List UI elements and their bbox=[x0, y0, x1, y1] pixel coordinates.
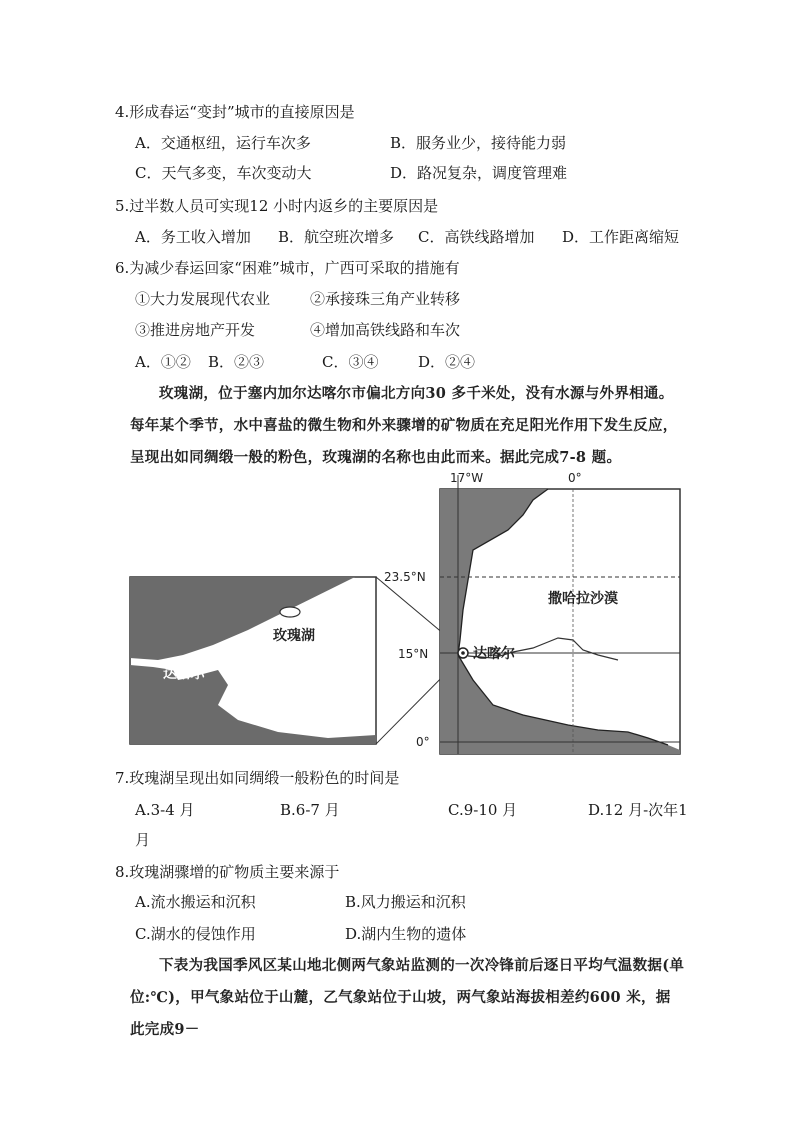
q6-option-b: B．②③ bbox=[208, 353, 265, 371]
lon-0-label: 0° bbox=[568, 471, 582, 485]
q7-option-a: A.3-4 月 bbox=[135, 801, 195, 819]
q6-option-d: D．②④ bbox=[418, 353, 476, 371]
lon-17w-label: 17°W bbox=[450, 471, 484, 485]
q7-option-b: B.6-7 月 bbox=[280, 801, 340, 819]
q8-stem: 8.玫瑰湖骤增的矿物质主要来源于 bbox=[115, 863, 340, 881]
q8-option-a: A.流水搬运和沉积 bbox=[135, 893, 256, 911]
q6-stem: 6.为减少春运回家“困难”城市，广西可采取的措施有 bbox=[115, 259, 460, 277]
q7-option-c: C.9-10 月 bbox=[448, 801, 518, 819]
sahara-label: 撒哈拉沙漠 bbox=[548, 591, 618, 607]
inset-lake-label: 玫瑰湖 bbox=[273, 628, 315, 644]
q5-stem: 5.过半数人员可实现12 小时内返乡的主要原因是 bbox=[115, 197, 439, 215]
lat-23-label: 23.5°N bbox=[384, 570, 426, 584]
q6-statement-2: ②承接珠三角产业转移 bbox=[310, 290, 461, 308]
q6-statement-1: ①大力发展现代农业 bbox=[135, 290, 271, 308]
q5-option-c: C．高铁线路增加 bbox=[418, 228, 535, 246]
q4-option-a: A．交通枢纽，运行车次多 bbox=[135, 134, 311, 152]
inset-city-label: 达喀尔 bbox=[163, 666, 205, 682]
regional-city-label: 达喀尔 bbox=[473, 646, 515, 662]
q4-option-c: C．天气多变，车次变动大 bbox=[135, 164, 312, 182]
regional-map bbox=[384, 471, 680, 754]
passage-cold-front-text: 下表为我国季风区某山地北侧两气象站监测的一次冷锋前后逐日平均气温数据(单位:℃)，甲气象站位于山麓，乙气象站位于山坡，两气象站海拔相差约600 米，据此完成9－ bbox=[130, 957, 685, 1038]
rose-lake-shape bbox=[280, 607, 300, 617]
q5-option-b: B．航空班次增多 bbox=[278, 228, 395, 246]
lat-15-label: 15°N bbox=[398, 647, 429, 661]
q8-option-b: B.风力搬运和沉积 bbox=[345, 893, 466, 911]
q4-stem: 4.形成春运“变封”城市的直接原因是 bbox=[115, 103, 355, 121]
q5-option-a: A．务工收入增加 bbox=[135, 228, 251, 246]
q7-option-d-continued: 月 bbox=[135, 831, 151, 849]
q5-option-d: D．工作距离缩短 bbox=[562, 228, 680, 246]
passage-rose-lake bbox=[130, 378, 685, 474]
passage-rose-lake-text: 玫瑰湖，位于塞内加尔达喀尔市偏北方向30 多千米处，没有水源与外界相通。每年某个季节，水中喜盐的微生物和外来骤增的矿物质在充足阳光作用下发生反应，呈现出如同绸缎一般的粉色，玫瑰湖的名称也由此而来。据此完成7-8 题。 bbox=[130, 385, 678, 466]
q6-option-c: C．③④ bbox=[322, 353, 379, 371]
lat-0-label: 0° bbox=[416, 735, 430, 749]
passage-cold-front bbox=[130, 950, 685, 1046]
q7-option-d: D.12 月-次年1 bbox=[588, 801, 688, 819]
q8-option-d: D.湖内生物的遗体 bbox=[345, 925, 467, 943]
q7-stem: 7.玫瑰湖呈现出如同绸缎一般粉色的时间是 bbox=[115, 769, 400, 787]
q6-option-a: A．①② bbox=[135, 353, 191, 371]
q6-statement-4: ④增加高铁线路和车次 bbox=[310, 321, 461, 339]
q4-option-d: D．路况复杂，调度管理难 bbox=[390, 164, 568, 182]
rose-lake-map bbox=[128, 470, 683, 755]
q6-statement-3: ③推进房地产开发 bbox=[135, 321, 256, 339]
inset-map bbox=[130, 577, 376, 744]
q8-option-c: C.湖水的侵蚀作用 bbox=[135, 925, 256, 943]
q4-option-b: B．服务业少，接待能力弱 bbox=[390, 134, 567, 152]
